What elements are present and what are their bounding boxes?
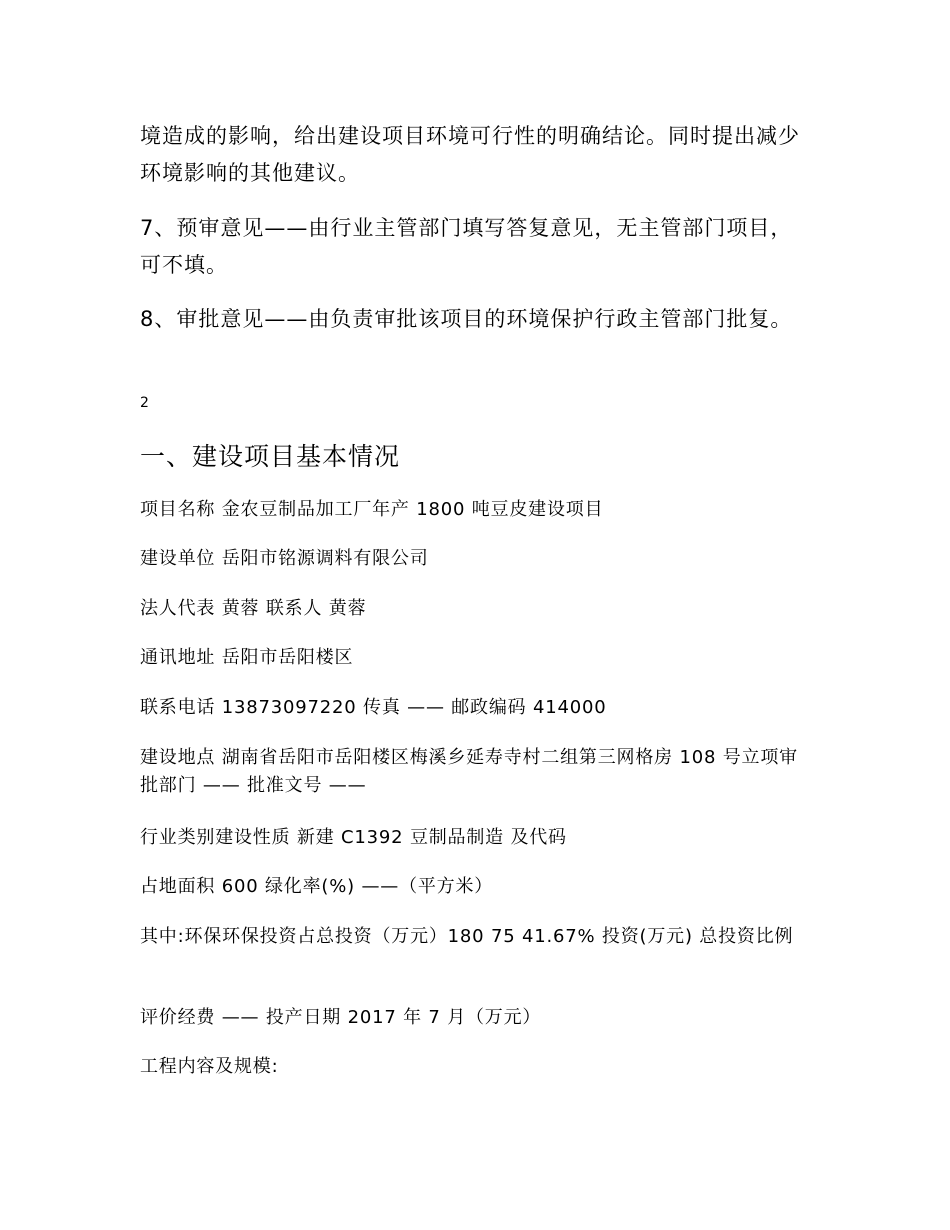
page-number: 2 bbox=[140, 395, 149, 411]
info-contact-phone: 联系电话 13873097220 传真 —— 邮政编码 414000 bbox=[140, 697, 607, 718]
info-address: 通讯地址 岳阳市岳阳楼区 bbox=[140, 647, 354, 668]
info-legal-rep: 法人代表 黄蓉 联系人 黄蓉 bbox=[140, 598, 367, 619]
intro-paragraph-pre-review: 7、预审意见——由行业主管部门填写答复意见，无主管部门项目，可不填。 bbox=[140, 216, 793, 277]
section-heading: 一、建设项目基本情况 bbox=[140, 442, 401, 471]
info-investment: 其中:环保环保投资占总投资（万元）180 75 41.67% 投资(万元) 总投资比例 bbox=[140, 926, 794, 947]
info-industry-type: 行业类别建设性质 新建 C1392 豆制品制造 及代码 bbox=[140, 827, 567, 848]
intro-paragraph-conclusion: 境造成的影响，给出建设项目环境可行性的明确结论。同时提出减少环境影响的其他建议。 bbox=[140, 124, 800, 185]
info-site-location: 建设地点 湖南省岳阳市岳阳楼区梅溪乡延寿寺村二组第三网格房 108 号立项审批部门 —— 批准文号 —— bbox=[140, 747, 798, 796]
info-project-name: 项目名称 金农豆制品加工厂年产 1800 吨豆皮建设项目 bbox=[140, 499, 604, 520]
info-evaluation-cost: 评价经费 —— 投产日期 2017 年 7 月（万元） bbox=[140, 1007, 542, 1028]
info-land-area: 占地面积 600 绿化率(%) ——（平方米） bbox=[140, 876, 494, 897]
info-project-scope: 工程内容及规模: bbox=[140, 1056, 279, 1077]
intro-paragraph-approval: 8、审批意见——由负责审批该项目的环境保护行政主管部门批复。 bbox=[140, 307, 793, 331]
info-builder: 建设单位 岳阳市铭源调料有限公司 bbox=[140, 548, 429, 569]
